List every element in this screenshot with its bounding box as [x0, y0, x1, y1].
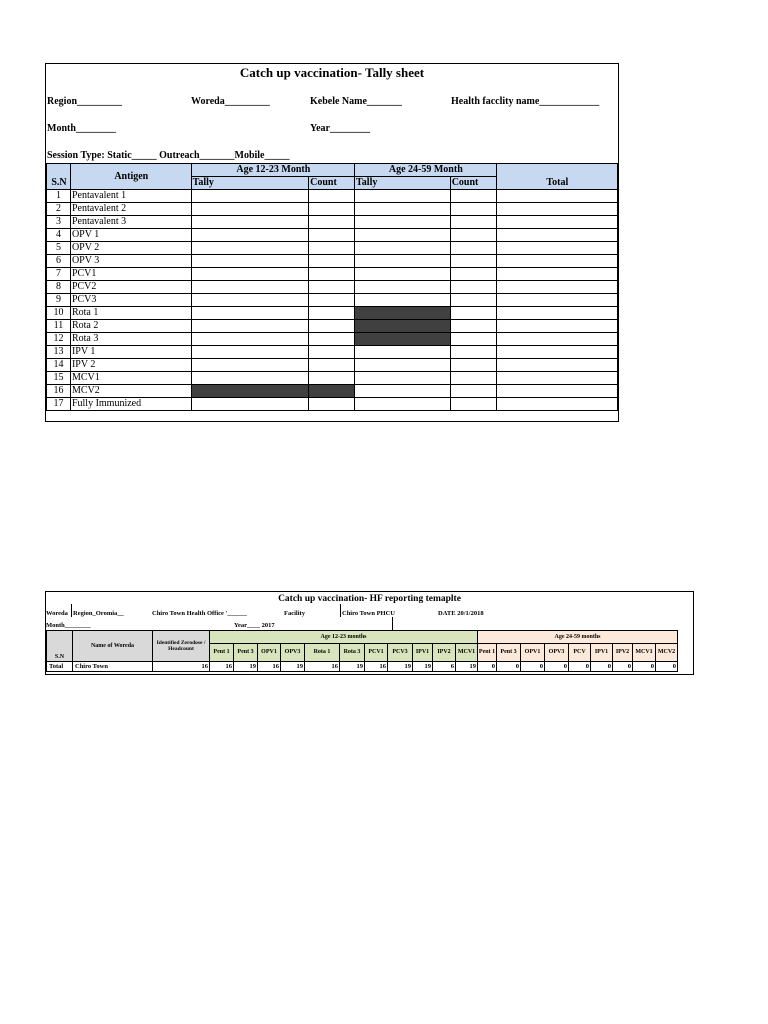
woreda-field: Woreda_________ — [191, 96, 270, 107]
tally-row — [47, 385, 618, 398]
tally-row — [47, 372, 618, 385]
report-col-12-23: Rota 1 — [305, 644, 340, 662]
total-cell — [496, 294, 617, 307]
tally-row — [47, 229, 618, 242]
tally-cell-24-59 — [355, 398, 451, 411]
tally-header-1: Tally — [191, 177, 309, 190]
total-cell — [496, 346, 617, 359]
total-value-12-23: 19 — [340, 662, 365, 672]
count-cell-12-23 — [309, 229, 355, 242]
report-col-12-23: Pent 3 — [234, 644, 258, 662]
antigen-header: Antigen — [70, 164, 191, 190]
row-antigen: Pentavalent 1 — [70, 190, 191, 203]
count-cell-24-59 — [450, 398, 496, 411]
tally-cell-24-59 — [355, 385, 451, 398]
total-cell — [496, 372, 617, 385]
report-age-12-23-header: Age 12-23 months — [210, 631, 478, 644]
row-sn: 15 — [47, 372, 71, 385]
row-sn: 10 — [47, 307, 71, 320]
row-antigen: OPV 2 — [70, 242, 191, 255]
tally-cell-24-59 — [355, 307, 451, 320]
total-value-24-59: 0 — [521, 662, 545, 672]
row-antigen: PCV1 — [70, 268, 191, 281]
report-col-12-23: OPV1 — [258, 644, 281, 662]
count-cell-24-59 — [450, 359, 496, 372]
tally-cell-12-23 — [191, 203, 309, 216]
report-col-24-59: OPV3 — [545, 644, 569, 662]
total-value-12-23: 19 — [388, 662, 413, 672]
tally-cell-12-23 — [191, 268, 309, 281]
report-col-12-23: OPV3 — [281, 644, 305, 662]
total-cell — [496, 255, 617, 268]
facility-label: Facility — [284, 610, 305, 617]
tally-cell-24-59 — [355, 242, 451, 255]
total-cell — [496, 229, 617, 242]
total-cell — [496, 216, 617, 229]
total-value-24-59: 0 — [569, 662, 591, 672]
count-cell-24-59 — [450, 320, 496, 333]
count-cell-24-59 — [450, 346, 496, 359]
count-cell-24-59 — [450, 333, 496, 346]
total-value-12-23: 19 — [234, 662, 258, 672]
total-value-12-23: 16 — [365, 662, 388, 672]
tally-cell-12-23 — [191, 359, 309, 372]
row-sn: 13 — [47, 346, 71, 359]
total-value-12-23: 19 — [456, 662, 478, 672]
row-sn: 12 — [47, 333, 71, 346]
total-cell — [496, 359, 617, 372]
row-antigen: MCV2 — [70, 385, 191, 398]
tally-cell-12-23 — [191, 294, 309, 307]
count-cell-12-23 — [309, 281, 355, 294]
total-cell — [496, 398, 617, 411]
row-sn: 6 — [47, 255, 71, 268]
tally-sheet — [45, 63, 619, 422]
tally-row — [47, 398, 618, 411]
report-col-24-59: Pent 1 — [478, 644, 497, 662]
count-cell-24-59 — [450, 255, 496, 268]
count-cell-24-59 — [450, 190, 496, 203]
count-cell-12-23 — [309, 307, 355, 320]
row-sn: 9 — [47, 294, 71, 307]
count-cell-24-59 — [450, 242, 496, 255]
count-cell-12-23 — [309, 242, 355, 255]
tally-row — [47, 190, 618, 203]
tally-row — [47, 359, 618, 372]
count-cell-24-59 — [450, 372, 496, 385]
row-antigen: OPV 3 — [70, 255, 191, 268]
count-cell-12-23 — [309, 203, 355, 216]
tally-cell-12-23 — [191, 398, 309, 411]
row-sn: 7 — [47, 268, 71, 281]
tally-cell-24-59 — [355, 333, 451, 346]
report-col-12-23: MCV1 — [456, 644, 478, 662]
total-cell — [496, 268, 617, 281]
report-col-24-59: OPV1 — [521, 644, 545, 662]
tally-cell-12-23 — [191, 346, 309, 359]
count-cell-12-23 — [309, 190, 355, 203]
facility-field: Health facclity name____________ — [451, 96, 600, 107]
tally-cell-24-59 — [355, 216, 451, 229]
row-antigen: OPV 1 — [70, 229, 191, 242]
report-age-24-59-header: Age 24-59 months — [478, 631, 678, 644]
row-antigen: Rota 2 — [70, 320, 191, 333]
report-col-24-59: PCV — [569, 644, 591, 662]
total-cell — [496, 242, 617, 255]
report-col-12-23: IPV2 — [433, 644, 456, 662]
count-cell-24-59 — [450, 294, 496, 307]
row-antigen: IPV 2 — [70, 359, 191, 372]
tally-cell-24-59 — [355, 255, 451, 268]
region-field: Region_________ — [47, 96, 122, 107]
count-cell-24-59 — [450, 203, 496, 216]
count-cell-12-23 — [309, 333, 355, 346]
age-12-23-header: Age 12-23 Month — [191, 164, 354, 177]
total-value-24-59: 0 — [633, 662, 656, 672]
count-cell-12-23 — [309, 216, 355, 229]
report-col-12-23: IPV1 — [413, 644, 433, 662]
total-cell — [496, 190, 617, 203]
row-sn: 8 — [47, 281, 71, 294]
tally-row — [47, 255, 618, 268]
tally-sheet-title: Catch up vaccination- Tally sheet — [239, 65, 425, 80]
tally-cell-12-23 — [191, 255, 309, 268]
total-value-24-59: 0 — [478, 662, 497, 672]
tally-row — [47, 216, 618, 229]
facility-value: Chiro Town PHCU — [342, 610, 395, 617]
count-header-2: Count — [450, 177, 496, 190]
tally-cell-24-59 — [355, 190, 451, 203]
count-cell-12-23 — [309, 294, 355, 307]
tally-cell-12-23 — [191, 333, 309, 346]
row-antigen: IPV 1 — [70, 346, 191, 359]
total-cell — [496, 333, 617, 346]
tally-cell-12-23 — [191, 242, 309, 255]
tally-cell-24-59 — [355, 359, 451, 372]
tally-cell-12-23 — [191, 190, 309, 203]
report-col-24-59: MCV1 — [633, 644, 656, 662]
session-type-field: Session Type: Static_____ Outreach_______Mobile_____ — [47, 150, 290, 161]
total-cell — [496, 307, 617, 320]
total-value-24-59: 0 — [497, 662, 521, 672]
report-col-24-59: MCV2 — [656, 644, 678, 662]
row-sn: 16 — [47, 385, 71, 398]
tally-cell-24-59 — [355, 268, 451, 281]
row-sn: 2 — [47, 203, 71, 216]
row-sn: 14 — [47, 359, 71, 372]
row-sn: 1 — [47, 190, 71, 203]
office-value: Chiro Town Health Office '______ — [152, 610, 247, 617]
row-antigen: PCV2 — [70, 281, 191, 294]
age-24-59-header: Age 24-59 Month — [355, 164, 497, 177]
report-col-12-23: PCV3 — [388, 644, 413, 662]
row-antigen: Pentavalent 2 — [70, 203, 191, 216]
tally-header-2: Tally — [355, 177, 451, 190]
year-field-2: Year____ 2017 — [234, 622, 275, 629]
count-cell-12-23 — [309, 359, 355, 372]
sn-header: S.N — [47, 164, 71, 190]
count-cell-24-59 — [450, 307, 496, 320]
tally-cell-12-23 — [191, 320, 309, 333]
row-sn: 3 — [47, 216, 71, 229]
row-antigen: Rota 3 — [70, 333, 191, 346]
total-label: Total — [47, 662, 73, 672]
kebele-field: Kebele Name_______ — [310, 96, 402, 107]
count-cell-24-59 — [450, 385, 496, 398]
total-cell — [496, 320, 617, 333]
count-header-1: Count — [309, 177, 355, 190]
tally-row — [47, 281, 618, 294]
hf-report-table — [46, 630, 678, 672]
report-col-12-23: PCV1 — [365, 644, 388, 662]
row-antigen: PCV3 — [70, 294, 191, 307]
tally-row — [47, 333, 618, 346]
tally-row — [47, 320, 618, 333]
count-cell-12-23 — [309, 320, 355, 333]
year-field: Year________ — [310, 123, 370, 134]
total-header: Total — [496, 164, 617, 190]
hf-report-title: Catch up vaccination- HF reporting temaplte — [278, 594, 461, 604]
tally-cell-12-23 — [191, 385, 309, 398]
total-value-12-23: 16 — [258, 662, 281, 672]
tally-row — [47, 203, 618, 216]
count-cell-12-23 — [309, 398, 355, 411]
total-value-24-59: 0 — [545, 662, 569, 672]
report-col-24-59: IPV1 — [591, 644, 613, 662]
total-cell — [496, 281, 617, 294]
tally-cell-12-23 — [191, 307, 309, 320]
row-sn: 5 — [47, 242, 71, 255]
row-antigen: Rota 1 — [70, 307, 191, 320]
tally-cell-12-23 — [191, 229, 309, 242]
tally-cell-24-59 — [355, 281, 451, 294]
total-cell — [496, 385, 617, 398]
total-value-24-59: 0 — [656, 662, 678, 672]
month-field-2: Month________ — [46, 622, 91, 629]
total-value-12-23: 16 — [305, 662, 340, 672]
total-identified: 16 — [153, 662, 210, 672]
row-sn: 17 — [47, 398, 71, 411]
row-sn: 4 — [47, 229, 71, 242]
count-cell-12-23 — [309, 385, 355, 398]
report-col-12-23: Rota 3 — [340, 644, 365, 662]
report-col-24-59: IPV2 — [613, 644, 633, 662]
tally-row — [47, 346, 618, 359]
tally-cell-12-23 — [191, 281, 309, 294]
row-antigen: Pentavalent 3 — [70, 216, 191, 229]
tally-table — [46, 163, 618, 411]
total-value-12-23: 6 — [433, 662, 456, 672]
total-value-24-59: 0 — [591, 662, 613, 672]
tally-row — [47, 242, 618, 255]
tally-cell-12-23 — [191, 372, 309, 385]
count-cell-24-59 — [450, 216, 496, 229]
tally-cell-24-59 — [355, 346, 451, 359]
hf-report — [45, 591, 694, 675]
month-field: Month________ — [47, 123, 116, 134]
report-name-header: Name of Woreda — [73, 631, 153, 662]
woreda-label: Woreda — [46, 610, 68, 617]
row-antigen: Fully Immunized — [70, 398, 191, 411]
tally-cell-24-59 — [355, 229, 451, 242]
count-cell-12-23 — [309, 346, 355, 359]
count-cell-12-23 — [309, 268, 355, 281]
report-identified-header: Identified Zerodose / Headcount — [153, 631, 210, 662]
tally-cell-24-59 — [355, 320, 451, 333]
count-cell-24-59 — [450, 281, 496, 294]
tally-row — [47, 307, 618, 320]
tally-cell-24-59 — [355, 372, 451, 385]
tally-cell-12-23 — [191, 216, 309, 229]
count-cell-12-23 — [309, 255, 355, 268]
count-cell-12-23 — [309, 372, 355, 385]
row-sn: 11 — [47, 320, 71, 333]
tally-cell-24-59 — [355, 294, 451, 307]
total-woreda-name: Chiro Town — [73, 662, 153, 672]
count-cell-24-59 — [450, 229, 496, 242]
total-value-12-23: 19 — [281, 662, 305, 672]
date-value: DATE 20/1/2018 — [438, 610, 484, 617]
row-antigen: MCV1 — [70, 372, 191, 385]
region-value: Region_Oromia__ — [73, 610, 124, 617]
total-value-12-23: 16 — [210, 662, 234, 672]
tally-cell-24-59 — [355, 203, 451, 216]
report-sn-header: S.N — [47, 631, 73, 662]
total-value-24-59: 0 — [613, 662, 633, 672]
count-cell-24-59 — [450, 268, 496, 281]
report-col-12-23: Pent 1 — [210, 644, 234, 662]
tally-row — [47, 268, 618, 281]
total-value-12-23: 19 — [413, 662, 433, 672]
report-col-24-59: Pent 3 — [497, 644, 521, 662]
tally-row — [47, 294, 618, 307]
total-cell — [496, 203, 617, 216]
